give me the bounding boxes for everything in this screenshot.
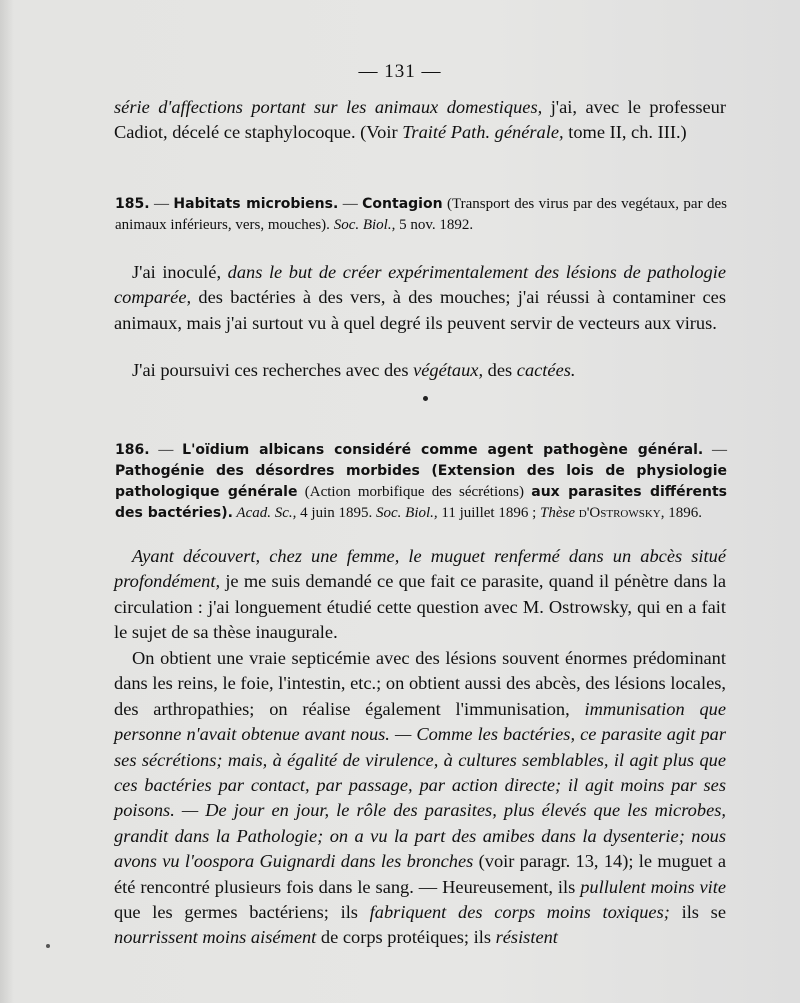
p186-1-text: je me suis demandé ce que fait ce parasite, quand il pénètre dans la circulation : j'ai longuement étudié cette question avec M. Ostrowsky, qui en a fait le sujet de sa thèse inaugurale. [114, 571, 726, 643]
entry-185-number: 185. [115, 196, 150, 212]
entry-186-subtitle-end: aux parasites différents des bactéries). [115, 484, 727, 521]
p186-2-italic-5: résistent [495, 927, 558, 948]
entry-186-dash: — [149, 442, 183, 458]
entry-185-journal: Soc. Biol., [333, 217, 396, 233]
entry-186-heading [115, 440, 727, 524]
intro-paragraph [114, 95, 726, 146]
page-number-header: — 131 — [358, 61, 442, 82]
p186-2-text-5: de corps protéiques; ils [316, 927, 496, 948]
p185-2-text: J'ai poursuivi ces recherches avec des [132, 360, 414, 380]
entry-185-date: 5 nov. 1892. [395, 217, 474, 233]
p185-2-text-mid: des [483, 360, 517, 380]
intro-text-end: tome II, ch. III.) [563, 122, 687, 143]
ink-dot [423, 396, 428, 401]
p185-1-text-end: des bactéries à des vers, à des mouches; j'ai réussi à contaminer ces animaux, mais j'ai surtout vu à quel degré ils peuvent servir de vecteurs aux virus. [114, 287, 726, 333]
p185-1-text: J'ai inoculé, [132, 262, 228, 282]
p186-2-text: On obtient une vraie septicémie avec des lésions souvent énormes prédominant dans les reins, le foie, l'intestin, etc.; on obtient aussi des abcès, des lésions locales, des arthropathies; on réalise également l'immunisation, [114, 648, 726, 719]
entry-186-date1: 4 juin 1895. [296, 505, 376, 521]
intro-reference: Traité Path. générale, [402, 122, 564, 143]
p185-2-italic: végétaux, [413, 360, 484, 380]
p185-1-italic: dans le but de créer expérimentalement des lésions de pathologie comparée, [114, 262, 726, 308]
entry-186-subtitle: Pathogénie des désordres morbides (Extension des lois de physiologie pathologique générale [115, 463, 727, 500]
entry-185-description: (Transport des virus par des vegétaux, par des animaux inférieurs, vers, mouches). [115, 196, 728, 233]
p185-2-italic-end: cactées. [516, 360, 576, 380]
entry-186-acad: Acad. Sc., [232, 505, 297, 521]
entry-186-parenthetical: (Action morbifique des sécrétions) [297, 484, 532, 500]
entry-186-soc: Soc. Biol., [376, 505, 438, 521]
entry-186-author: d'Ostrowsky, [575, 505, 665, 521]
entry-185-dash: — [149, 196, 174, 212]
entry-185-heading [115, 194, 727, 236]
p186-1-italic: Ayant découvert, chez une femme, le muguet renfermé dans un abcès situé profondément, [114, 546, 726, 592]
entry-186-date2: 11 juillet 1896 ; [437, 505, 541, 521]
intro-italic: série d'affections portant sur les animaux domestiques, [114, 97, 543, 117]
p186-2-italic: immunisation que personne n'avait obtenue avant nous. — Comme les bactéries, ce parasite agit par ses sécrétions; mais, à égalité de virulence, à cultures semblables, il agit plus que ces bactéries par contact, par passage, par action directe; il agit moins par ses poisons. — De jour en jour, le rôle des parasites, plus élevés que les microbes, grandit dans la Pathologie; on a vu la part des amibes dans la dysenterie; nous avons vu l'oospora Guignardi dans les bronches [114, 698, 726, 872]
entry-186-dash2: — [703, 442, 728, 458]
entry-186-paragraph-1 [114, 544, 726, 646]
intro-text: j'ai, avec le professeur Cadiot, décelé ce staphylocoque. (Voir [114, 97, 726, 143]
entry-185-dash2: — [338, 196, 363, 212]
p186-2-text-3: que les germes bactériens; ils [114, 902, 370, 923]
entry-185-title: Habitats microbiens. [173, 196, 339, 212]
entry-186-paragraph-2 [114, 646, 726, 951]
p186-2-italic-3: fabriquent des corps moins toxiques; [369, 902, 670, 923]
p186-2-italic-4: nourrissent moins aisément [114, 927, 317, 948]
entry-185-paragraph-2 [114, 358, 726, 383]
entry-186-date3: 1896. [664, 505, 702, 521]
p186-2-text-4: ils se [669, 902, 726, 923]
entry-185-subtitle: Contagion [362, 196, 443, 212]
entry-186-number: 186. [115, 442, 150, 458]
page-speck [46, 944, 50, 948]
entry-185-paragraph-1 [114, 260, 726, 336]
entry-186-title: L'oïdium albicans considéré comme agent pathogène général. [182, 442, 704, 458]
p186-2-italic-2: pullulent moins vite [580, 876, 726, 897]
entry-186-these: Thèse [540, 505, 576, 521]
p186-2-text-2: (voir paragr. 13, 14); le muguet a été rencontré plusieurs fois dans le sang. — Heureusement, ils [114, 851, 726, 897]
